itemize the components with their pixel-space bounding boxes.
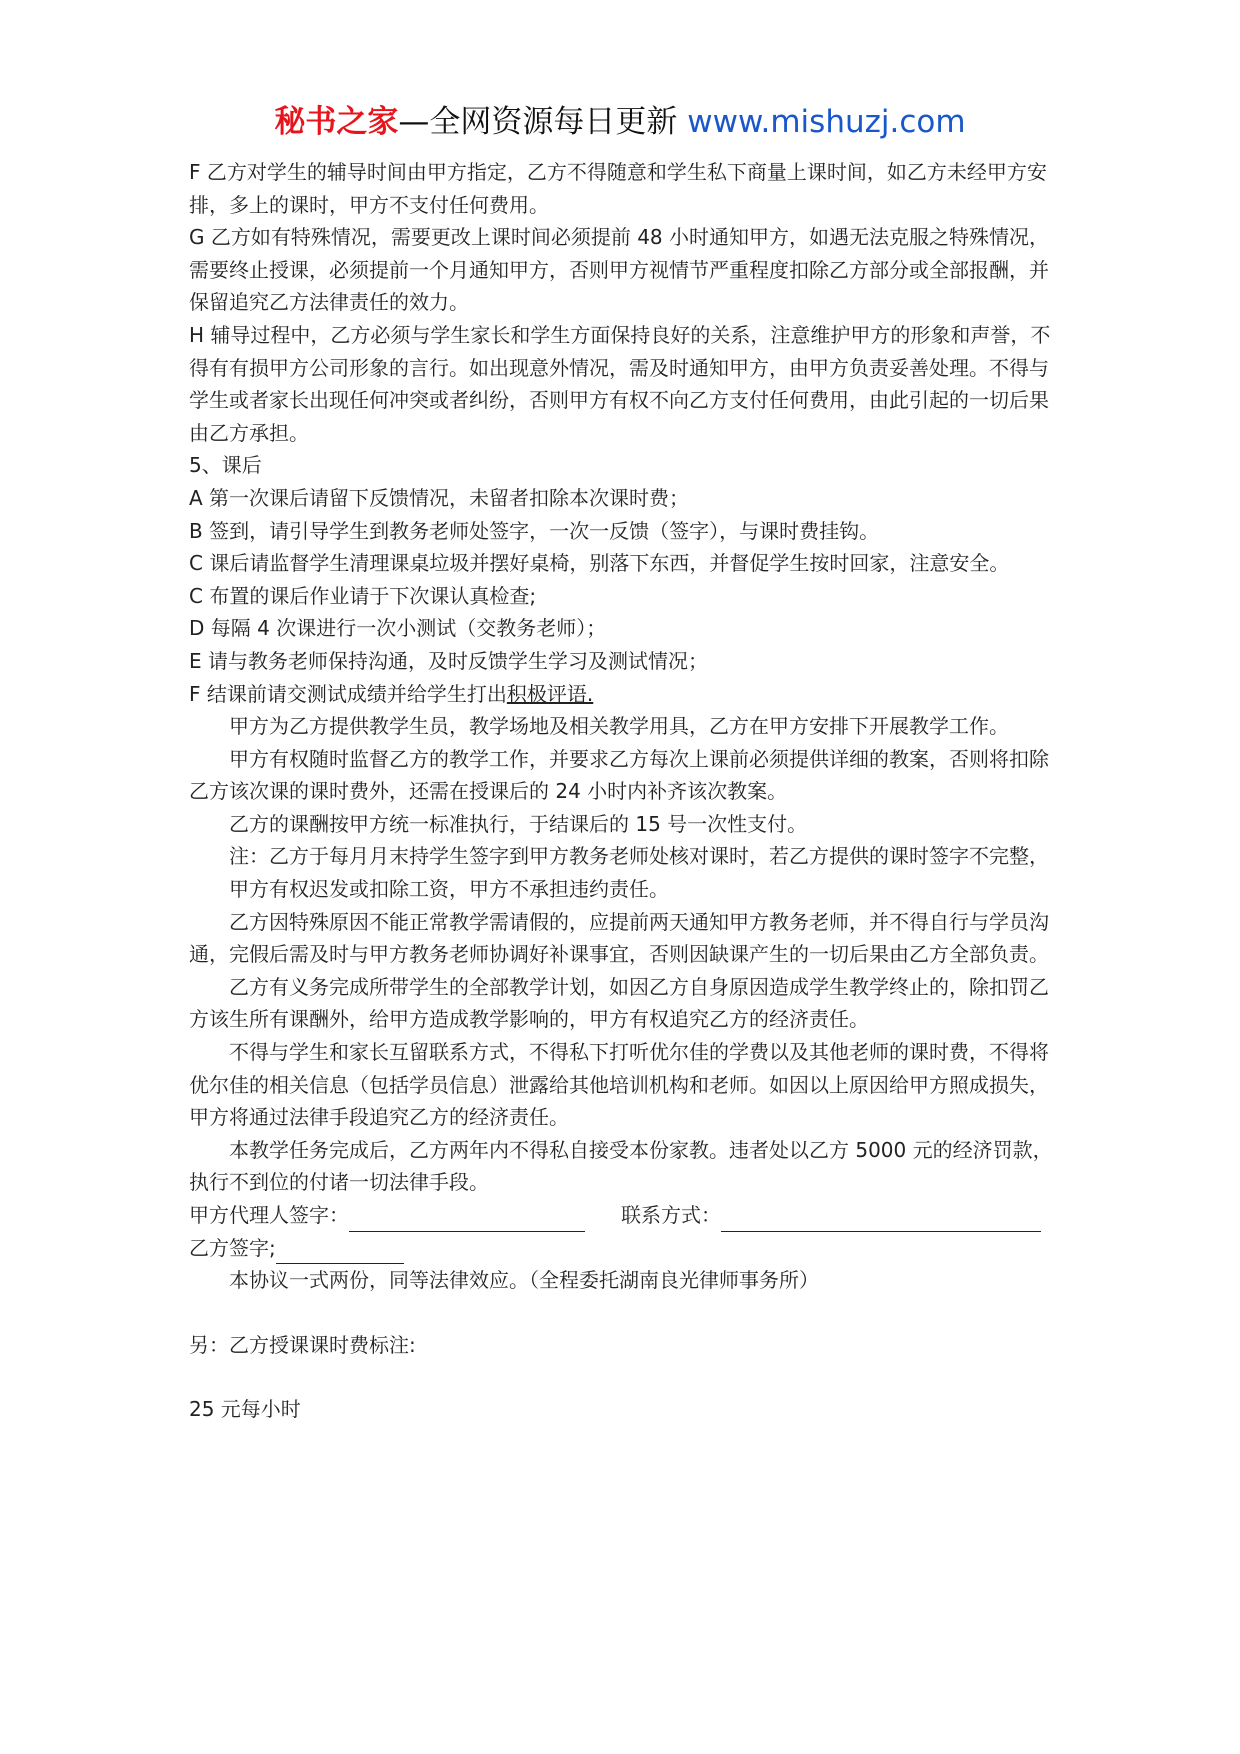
section-5-title: 5、课后 [189,453,262,478]
clause-7: 本教学任务完成后，乙方两年内不得私自接受本份家教。违者处以乙方 5000 元的经济罚款，执行不到位的付诸一切法律手段。 [189,1137,1053,1195]
paragraph-f: F 乙方对学生的辅导时间由甲方指定，乙方不得随意和学生私下商量上课时间，如乙方未经甲方安排，多上的课时，甲方不支付任何费用。 [189,160,1047,217]
after-class-f-text: F 结课前请交测试成绩并给学生打出 [189,681,507,706]
after-class-b: B 签到，请引导学生到教务老师处签字，一次一反馈（签字），与课时费挂钩。 [189,518,880,543]
header-url[interactable]: www.mishuzj.com [687,104,966,140]
after-class-f-underlined: 积极评语. [506,681,594,706]
clause-4: 乙方因特殊原因不能正常教学需请假的，应提前两天通知甲方教务老师，并不得自行与学员沟通，完假后需及时与甲方教务老师协调好补课事宜，否则因缺课产生的一切后果由乙方全部负责。 [189,909,1049,967]
signature-row-a [189,1199,1061,1232]
after-class-f [189,678,1061,711]
header-brand: 秘书之家 [274,104,399,140]
sign-agent-label: 甲方代理人签字： [189,1203,349,1227]
paragraph-h: H 辅导过程中，乙方必须与学生家长和学生方面保持良好的关系，注意维护甲方的形象和声誉，不得有有损甲方公司形象的言行。如出现意外情况，需及时通知甲方，由甲方负责妥善处理。不得与学生或者家长出现任何冲突或者纠纷，否则甲方有权不向乙方支付任何费用，由此引起的一切后果由乙方承担。 [189,322,1051,445]
clause-6: 不得与学生和家长互留联系方式，不得私下打听优尔佳的学费以及其他老师的课时费，不得将优尔佳的相关信息（包括学员信息）泄露给其他培训机构和老师。如因以上原因给甲方照成损失，甲方将通过法律手段追究乙方的经济责任。 [189,1040,1049,1130]
document-body [189,156,1061,1426]
after-class-c2: C 布置的课后作业请于下次课认真检查; [189,583,537,608]
fee-note: 另：乙方授课课时费标注: [189,1332,416,1357]
after-class-e: E 请与教务老师保持沟通，及时反馈学生学习及测试情况； [189,648,708,673]
clause-1: 甲方为乙方提供教学生员，教学场地及相关教学用具，乙方在甲方安排下开展教学工作。 [229,714,1009,739]
after-class-c1: C 课后请监督学生清理课桌垃圾并摆好桌椅，别落下东西，并督促学生按时回家，注意安全。 [189,551,1010,576]
fee-value: 25 元每小时 [189,1397,301,1422]
paragraph-g: G 乙方如有特殊情况，需要更改上课时间必须提前 48 小时通知甲方，如遇无法克服之特殊情况，需要终止授课，必须提前一个月通知甲方，否则甲方视情节严重程度扣除乙方部分或全部报酬，并保留追究乙方法律责任的效力。 [189,225,1050,315]
copies-statement: 本协议一式两份，同等法律效应。（全程委托湖南良光律师事务所） [229,1268,819,1293]
sign-b-line[interactable] [276,1239,404,1264]
sign-b-label: 乙方签字; [189,1235,276,1260]
clause-5: 乙方有义务完成所带学生的全部教学计划，如因乙方自身原因造成学生教学终止的，除扣罚乙方该生所有课酬外，给甲方造成教学影响的，甲方有权追究乙方的经济责任。 [189,974,1049,1032]
after-class-a: A 第一次课后请留下反馈情况，未留者扣除本次课时费； [189,485,690,510]
clause-note: 注：乙方于每月月末持学生签字到甲方教务老师处核对课时，若乙方提供的课时签字不完整，甲方有权迟发或扣除工资，甲方不承担违约责任。 [229,844,1049,902]
sign-contact-line[interactable] [721,1207,1041,1232]
sign-contact-label: 联系方式： [621,1203,721,1227]
after-class-d: D 每隔 4 次课进行一次小测试（交教务老师）； [189,616,607,641]
site-header [0,102,1240,142]
header-tagline: —全网资源每日更新 [398,104,678,140]
clause-3: 乙方的课酬按甲方统一标准执行，于结课后的 15 号一次性支付。 [229,811,808,836]
signature-row-b [189,1232,1061,1265]
clause-2: 甲方有权随时监督乙方的教学工作，并要求乙方每次上课前必须提供详细的教案，否则将扣除乙方该次课的课时费外，还需在授课后的 24 小时内补齐该次教案。 [189,746,1049,804]
sign-agent-line[interactable] [349,1207,585,1232]
